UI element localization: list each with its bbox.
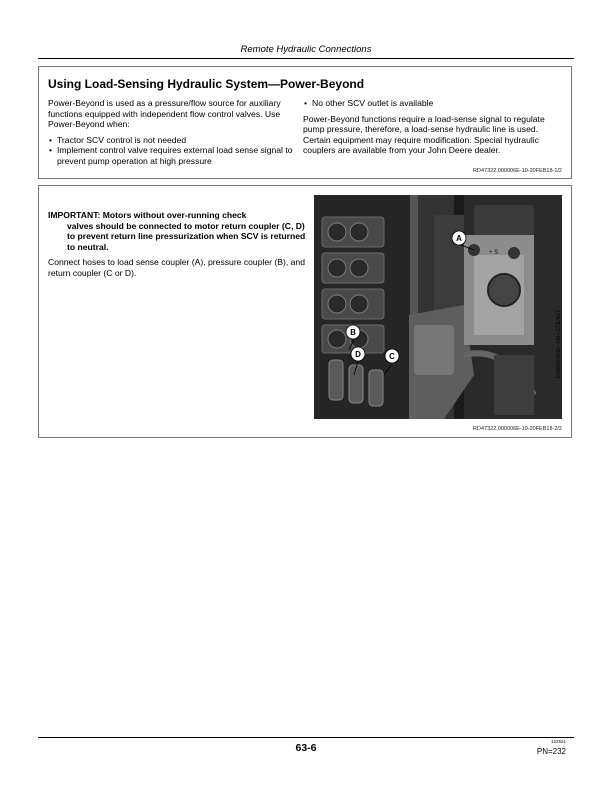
callout-b: B: [350, 328, 356, 337]
footer-code: 122521: [550, 739, 566, 744]
section-coupler-connections: [38, 185, 572, 438]
coupler-photo: [314, 195, 562, 419]
important-notice: [48, 210, 308, 252]
list-item: • Tractor SCV control is not needed: [48, 135, 303, 146]
right-column: [303, 98, 561, 161]
pn-number: PN=232: [536, 747, 566, 756]
reference-code: RD47322,000006E-19-20FEB18-1/2: [473, 168, 562, 174]
instructions-paragraph: Connect hoses to load sense coupler (A), pressure coupler (B), and return coupler (C or D).: [48, 257, 305, 278]
section-heading: Using Load-Sensing Hydraulic System—Power-Beyond: [48, 77, 365, 91]
photo-mark: + S: [489, 250, 499, 256]
list-item: • Implement control valve requires external load sense signal to prevent pump operation at high pressure: [48, 145, 303, 166]
important-continued: valves should be connected to motor return coupler (C, D) to prevent return line pressurization when SCV is returned to neutral.: [67, 220, 306, 252]
page-number: 63-6: [295, 742, 317, 754]
intro-paragraph: Power-Beyond is used as a pressure/flow source for auxiliary functions equipped with independent flow control valves. Use Power-Beyond when:: [48, 98, 281, 130]
callout-a: A: [456, 234, 462, 243]
footer-rule: [38, 737, 574, 738]
callout-c: C: [389, 352, 395, 361]
callout-d: D: [355, 350, 361, 359]
list-item: • No other SCV outlet is available: [303, 98, 561, 109]
reference-code: RD47322,000006E-19-20FEB18-2/2: [473, 426, 562, 432]
note-paragraph: Power-Beyond functions require a load-sense signal to regulate pump pressure, therefore, a load-sense hydraulic line is used. Certain equipment may require modification. Special hydraulic couplers are available from your John Deere dealer.: [303, 113, 545, 156]
header-rule: [38, 58, 574, 59]
section-power-beyond: [38, 66, 572, 179]
left-column: [48, 98, 303, 167]
image-id-label: RXA0160032—UN—27JUN17: [556, 310, 562, 378]
important-line: IMPORTANT: Motors without over-running check: [48, 210, 247, 220]
conditions-list: [48, 135, 303, 167]
conditions-list-continued: [303, 98, 561, 109]
left-column: [48, 210, 308, 284]
running-header: Remote Hydraulic Connections: [240, 44, 372, 55]
callout-layer: [314, 195, 562, 419]
